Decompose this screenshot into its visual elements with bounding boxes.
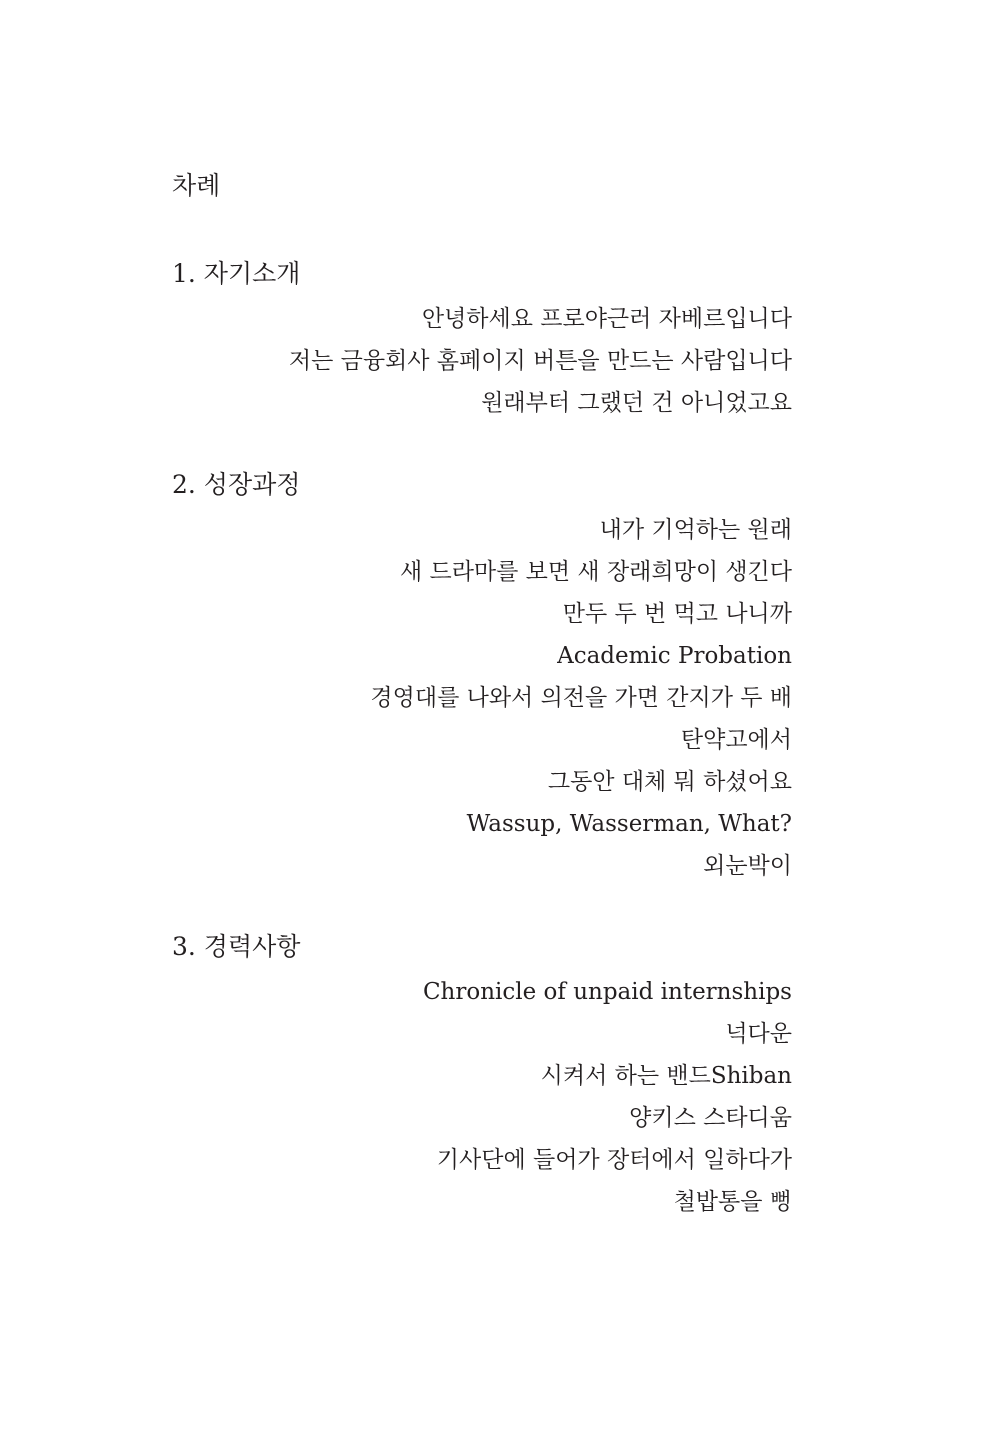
toc-entry: 탄약고에서: [680, 727, 792, 753]
toc-entry: Chronicle of unpaid internships: [422, 979, 792, 1005]
section-growth: [172, 467, 792, 887]
toc-entry: 새 드라마를 보면 새 장래희망이 생긴다: [399, 559, 792, 585]
section-heading: 3. 경력사항: [172, 932, 301, 961]
toc-entry: 원래부터 그랬던 건 아니었고요: [481, 390, 792, 416]
section-self-introduction: [172, 256, 792, 424]
toc-entry: 넉다운: [725, 1021, 792, 1047]
toc-entry: 기사단에 들어가 장터에서 일하다가: [436, 1147, 792, 1173]
section-career: [172, 929, 792, 1223]
section-heading: 1. 자기소개: [172, 259, 301, 288]
toc-entry: 양키스 스타디움: [629, 1105, 792, 1131]
toc-entry: Wassup, Wasserman, What?: [466, 811, 792, 837]
entry-list: [172, 971, 792, 1223]
toc-entry: 그동안 대체 뭐 하셨어요: [547, 769, 792, 795]
toc-entry: 경영대를 나와서 의전을 가면 간지가 두 배: [370, 685, 792, 711]
toc-entry: Academic Probation: [557, 643, 792, 669]
toc-entry: 내가 기억하는 원래: [599, 517, 792, 543]
page-title: 차례: [172, 171, 221, 200]
toc-entry: 시켜서 하는 밴드Shiban: [540, 1063, 792, 1089]
entry-list: [172, 298, 792, 424]
toc-entry: 철밥통을 뻥: [673, 1189, 792, 1215]
toc-entry: 외눈박이: [703, 853, 792, 879]
toc-entry: 만두 두 번 먹고 나니까: [562, 601, 792, 627]
section-heading: 2. 성장과정: [172, 470, 301, 499]
toc-entry: 안녕하세요 프로야근러 자베르입니다: [421, 306, 792, 332]
toc-entry: 저는 금융회사 홈페이지 버튼을 만드는 사람입니다: [288, 348, 792, 374]
entry-list: [172, 509, 792, 887]
